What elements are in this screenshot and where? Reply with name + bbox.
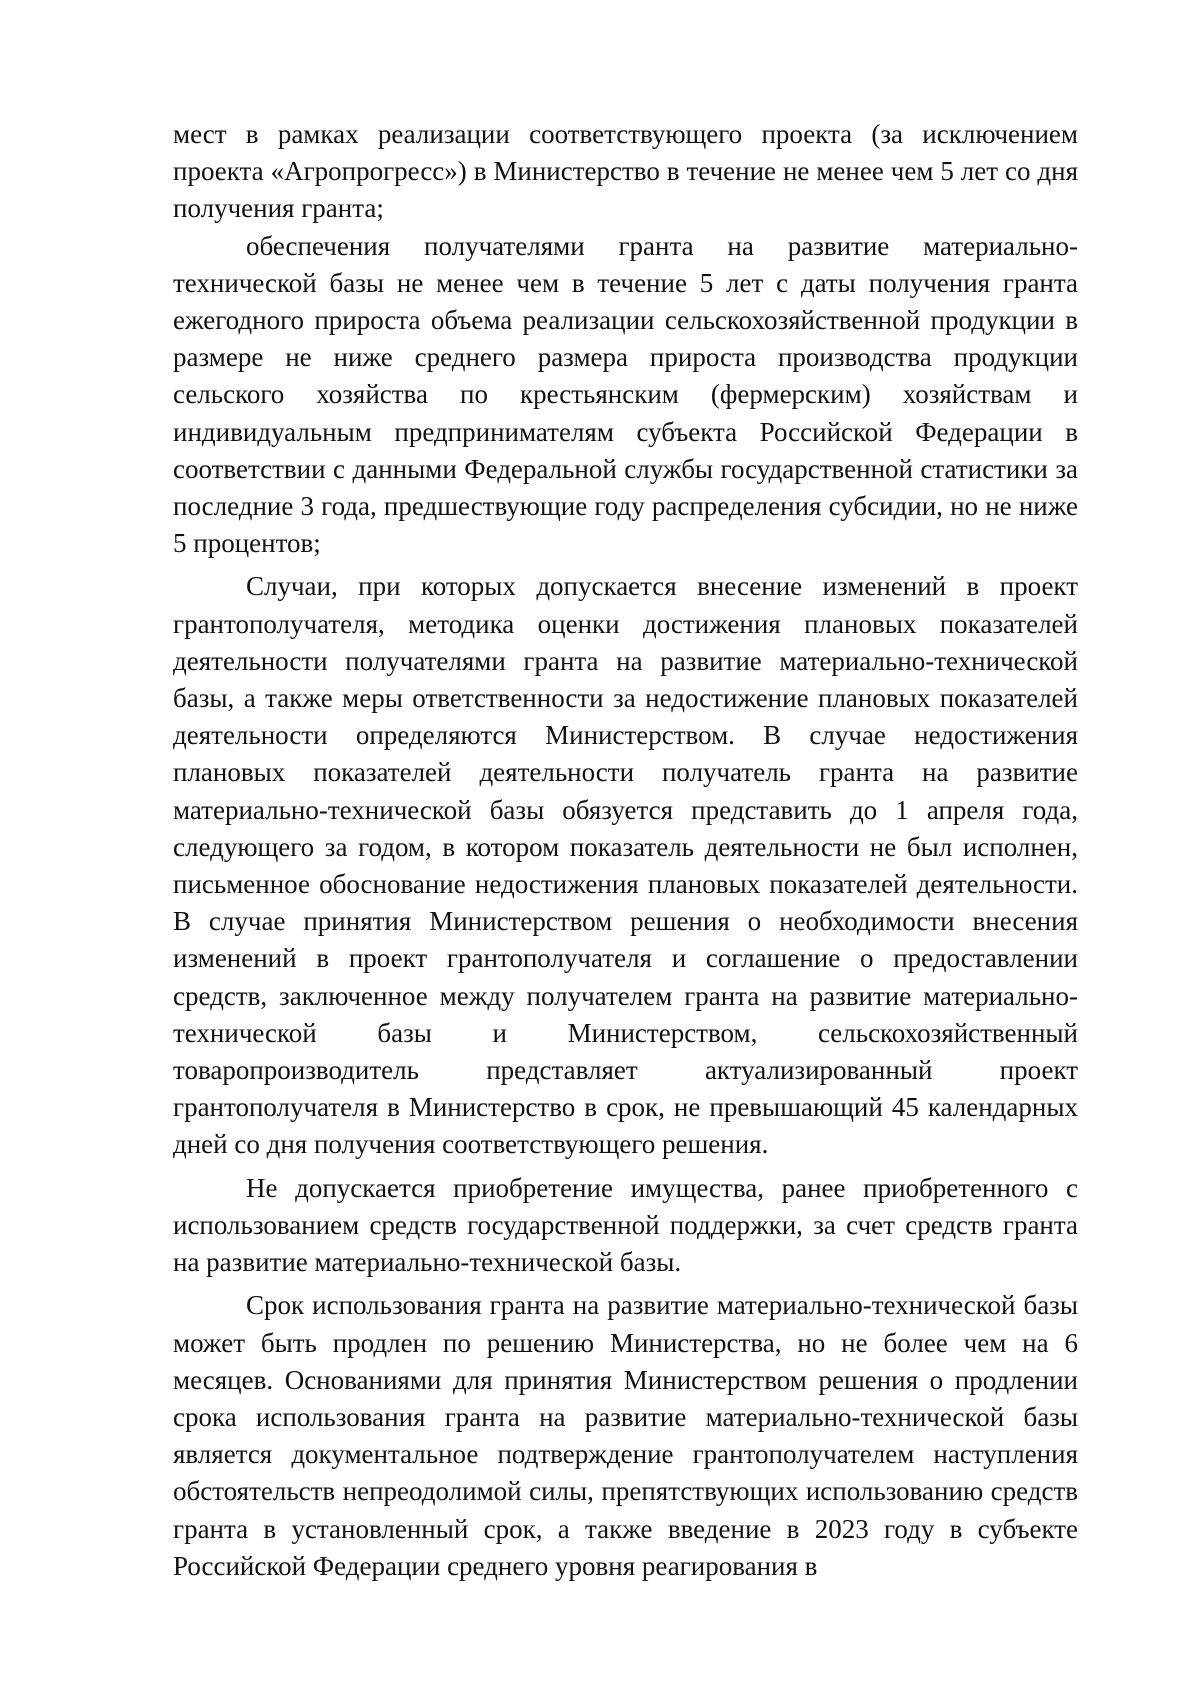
paragraph-grant-extension: Срок использования гранта на развитие материально-технической базы может быть продлен по решению Министерства, но не более чем на 6 месяцев. Основаниями для принятия Министерством решения о продлении срока использования гранта на развитие материально-технической базы является документальное подтверждение грантополучателем наступления обстоятельств непреодолимой силы, препятствующих использованию средств гранта в установленный срок, а также введение в 2023 году в субъекте Российской Федерации среднего уровня реагирования в [173,1290,1078,1581]
paragraph-property-restriction: Не допускается приобретение имущества, ранее приобретенного с использованием средств государственной поддержки, за счет средств гранта на развитие материально-технической базы. [173,1172,1078,1278]
document-body [173,116,1078,1585]
paragraph-project-changes: Случаи, при которых допускается внесение изменений в проект грантополучателя, методика оценки достижения плановых показателей деятельности получателями гранта на развитие материально-технической базы, а также меры ответственности за недостижение плановых показателей деятельности определяются Министерством. В случае недостижения плановых показателей деятельности получатель гранта на развитие материально-технической базы обязуется представить до 1 апреля года, следующего за годом, в котором показатель деятельности не был исполнен, письменное обоснование недостижения плановых показателей деятельности. В случае принятия Министерством решения о необходимости внесения изменений в проект грантополучателя и соглашение о предоставлении средств, заключенное между получателем гранта на развитие материально-технической базы и Министерством, сельскохозяйственный товаропроизводитель представляет актуализированный проект грантополучателя в Министерство в срок, не превышающий 45 календарных дней со дня получения соответствующего решения. [173,571,1078,1160]
paragraph-continuation: мест в рамках реализации соответствующего проекта (за исключением проекта «Агропрогресс») в Министерство в течение не менее чем 5 лет со дня получения гранта; [173,119,1078,224]
paragraph-growth-obligation: обеспечения получателями гранта на развитие материально-технической базы не менее чем в течение 5 лет с даты получения гранта ежегодного прироста объема реализации сельскохозяйственной продукции в размере не ниже среднего размера прироста производства продукции сельского хозяйства по крестьянским (фермерским) хозяйствам и индивидуальным предпринимателям субъекта Российской Федерации в соответствии с данными Федеральной службы государственной статистики за последние 3 года, предшествующие году распределения субсидии, но не ниже 5 процентов; [173,230,1078,559]
